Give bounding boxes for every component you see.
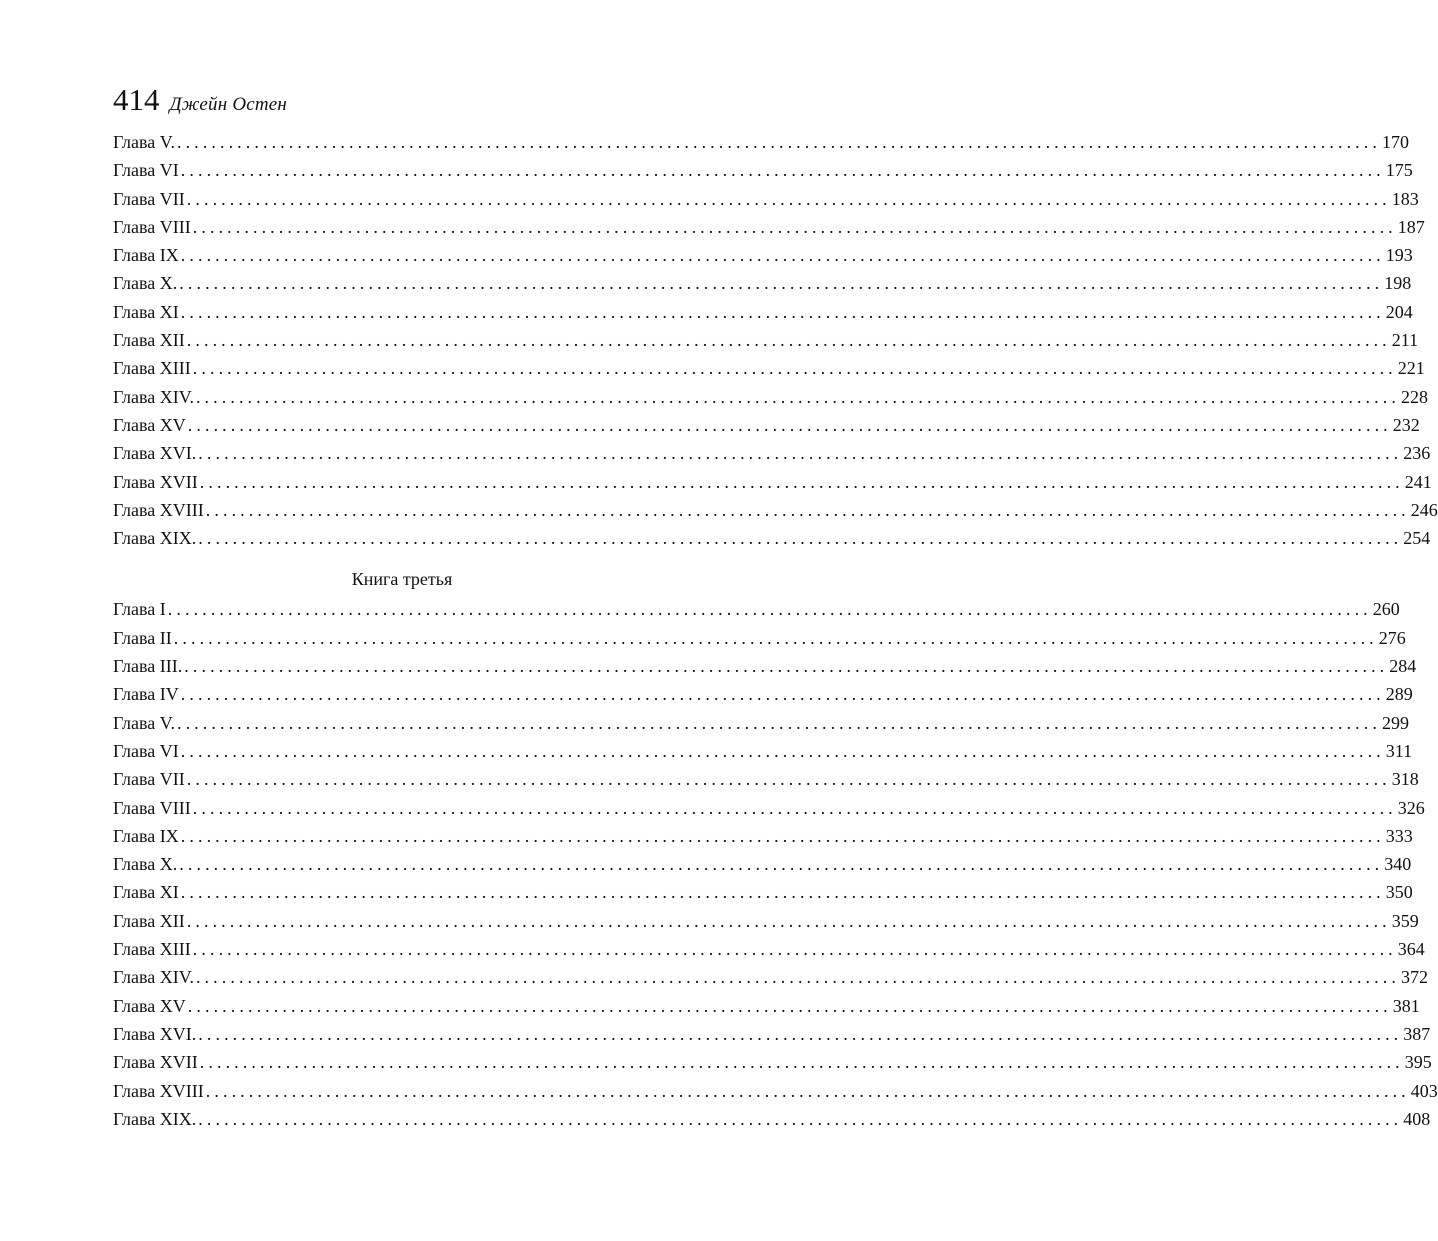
chapter-label: Глава XV bbox=[113, 414, 186, 435]
dot-leader: ............................................................................................................................................ bbox=[205, 499, 1410, 520]
toc-entry bbox=[113, 652, 1417, 680]
toc-entry bbox=[113, 963, 1428, 991]
chapter-page-number: 193 bbox=[1385, 245, 1413, 266]
chapter-label: Глава I bbox=[113, 599, 166, 620]
dot-leader: ............................................................................................................................................ bbox=[186, 330, 1391, 351]
toc-entry bbox=[113, 128, 1409, 156]
chapter-page-number: 170 bbox=[1381, 132, 1409, 152]
toc-entry bbox=[113, 524, 1431, 552]
toc-entry bbox=[113, 680, 1413, 708]
toc-entry bbox=[113, 468, 1432, 496]
toc-entry bbox=[113, 411, 1420, 439]
chapter-label: Глава III. bbox=[113, 656, 183, 677]
chapter-label: Глава XVI. bbox=[113, 443, 197, 464]
chapter-page-number: 221 bbox=[1397, 358, 1425, 379]
chapter-page-number: 187 bbox=[1397, 216, 1425, 237]
chapter-page-number: 228 bbox=[1400, 386, 1428, 407]
chapter-page-number: 359 bbox=[1391, 910, 1419, 931]
toc-entry bbox=[113, 1020, 1431, 1048]
dot-leader: ............................................................................................................................................ bbox=[186, 769, 1391, 790]
dot-leader: ............................................................................................................................................ bbox=[186, 188, 1391, 209]
part-heading: Книга третья bbox=[351, 569, 453, 590]
toc-entry bbox=[113, 624, 1406, 652]
chapter-page-number: 395 bbox=[1404, 1052, 1432, 1073]
chapter-page-number: 408 bbox=[1403, 1108, 1431, 1129]
chapter-page-number: 311 bbox=[1385, 740, 1413, 761]
dot-leader: ............................................................................................................................................ bbox=[187, 414, 1392, 435]
chapter-page-number: 232 bbox=[1392, 414, 1420, 435]
chapter-page-number: 289 bbox=[1385, 684, 1413, 705]
toc-entry bbox=[113, 1105, 1431, 1133]
running-title: Джейн Остен bbox=[169, 94, 288, 115]
dot-leader: ............................................................................................................................................ bbox=[192, 939, 1397, 960]
chapter-label: Глава XIV. bbox=[113, 967, 194, 988]
toc-entry bbox=[113, 850, 1412, 878]
chapter-page-number: 381 bbox=[1392, 995, 1420, 1016]
toc-entry bbox=[113, 765, 1419, 793]
chapter-label: Глава IX bbox=[113, 825, 179, 846]
dot-leader: ............................................................................................................................................ bbox=[180, 740, 1385, 761]
chapter-page-number: 175 bbox=[1385, 160, 1413, 181]
chapter-label: Глава XVI. bbox=[113, 1023, 197, 1044]
toc-entry bbox=[113, 241, 1413, 269]
chapter-label: Глава VI bbox=[113, 160, 179, 181]
chapter-label: Глава XVIII bbox=[113, 1080, 204, 1101]
chapter-label: Глава VII bbox=[113, 188, 185, 209]
chapter-label: Глава IV bbox=[113, 684, 179, 705]
chapter-page-number: 387 bbox=[1403, 1023, 1431, 1044]
toc-entry bbox=[113, 595, 1400, 623]
chapter-label: Глава V. bbox=[113, 132, 175, 152]
chapter-label: Глава VII bbox=[113, 769, 185, 790]
chapter-page-number: 340 bbox=[1384, 854, 1412, 875]
chapter-page-number: 299 bbox=[1381, 712, 1409, 733]
toc-entry bbox=[113, 326, 1419, 354]
chapter-label: Глава II bbox=[113, 627, 172, 648]
toc-entry bbox=[113, 1077, 1438, 1105]
toc-entry bbox=[113, 269, 1412, 297]
toc-entry bbox=[113, 878, 1413, 906]
toc-entry bbox=[113, 907, 1419, 935]
dot-leader: ............................................................................................................................................ bbox=[192, 797, 1397, 818]
dot-leader: ............................................................................................................................................ bbox=[198, 528, 1403, 549]
dot-leader: ............................................................................................................................................ bbox=[195, 386, 1400, 407]
dot-leader: ............................................................................................................................................ bbox=[180, 882, 1385, 903]
chapter-page-number: 284 bbox=[1389, 656, 1417, 677]
toc-entry bbox=[113, 298, 1413, 326]
toc-entry bbox=[113, 354, 1425, 382]
book-page bbox=[113, 82, 1438, 1133]
chapter-page-number: 372 bbox=[1400, 967, 1428, 988]
dot-leader: ............................................................................................................................................ bbox=[179, 273, 1384, 294]
chapter-label: Глава XI bbox=[113, 882, 179, 903]
toc-entry bbox=[113, 383, 1428, 411]
chapter-label: Глава XIV. bbox=[113, 386, 194, 407]
running-head bbox=[113, 84, 691, 128]
chapter-page-number: 276 bbox=[1378, 627, 1406, 648]
toc-entry bbox=[113, 709, 1409, 737]
chapter-page-number: 246 bbox=[1410, 499, 1438, 520]
dot-leader: ............................................................................................................................................ bbox=[198, 1023, 1403, 1044]
dot-leader: ............................................................................................................................................ bbox=[167, 599, 1372, 620]
chapter-label: Глава XVIII bbox=[113, 499, 204, 520]
toc-entry bbox=[113, 794, 1425, 822]
chapter-label: Глава XIX. bbox=[113, 1108, 197, 1129]
chapter-page-number: 236 bbox=[1403, 443, 1431, 464]
toc-entry bbox=[113, 213, 1425, 241]
chapter-label: Глава XVII bbox=[113, 471, 198, 492]
dot-leader: ............................................................................................................................................ bbox=[198, 443, 1403, 464]
chapter-label: Глава XI bbox=[113, 301, 179, 322]
dot-leader: ............................................................................................................................................ bbox=[180, 825, 1385, 846]
dot-leader: ............................................................................................................................................ bbox=[176, 712, 1381, 733]
toc-entry bbox=[113, 822, 1413, 850]
dot-leader: ............................................................................................................................................ bbox=[184, 656, 1389, 677]
chapter-label: Глава VI bbox=[113, 740, 179, 761]
dot-leader: ............................................................................................................................................ bbox=[192, 358, 1397, 379]
dot-leader: ............................................................................................................................................ bbox=[180, 301, 1385, 322]
dot-leader: ............................................................................................................................................ bbox=[205, 1080, 1410, 1101]
dot-leader: ............................................................................................................................................ bbox=[199, 1052, 1404, 1073]
chapter-label: Глава XV bbox=[113, 995, 186, 1016]
toc-part-three bbox=[113, 595, 1438, 1133]
chapter-label: Глава XII bbox=[113, 910, 185, 931]
chapter-label: Глава VIII bbox=[113, 216, 191, 237]
toc-entry bbox=[113, 992, 1420, 1020]
toc-entry bbox=[113, 185, 1419, 213]
chapter-label: Глава IX bbox=[113, 245, 179, 266]
chapter-label: Глава X. bbox=[113, 273, 178, 294]
dot-leader: ............................................................................................................................................ bbox=[176, 132, 1381, 152]
chapter-page-number: 326 bbox=[1397, 797, 1425, 818]
dot-leader: ............................................................................................................................................ bbox=[179, 854, 1384, 875]
chapter-page-number: 241 bbox=[1404, 471, 1432, 492]
dot-leader: ............................................................................................................................................ bbox=[199, 471, 1404, 492]
chapter-page-number: 260 bbox=[1372, 599, 1400, 620]
dot-leader: ............................................................................................................................................ bbox=[192, 216, 1397, 237]
chapter-page-number: 350 bbox=[1385, 882, 1413, 903]
chapter-page-number: 364 bbox=[1397, 939, 1425, 960]
chapter-page-number: 254 bbox=[1403, 528, 1431, 549]
chapter-label: Глава XVII bbox=[113, 1052, 198, 1073]
chapter-label: Глава X. bbox=[113, 854, 178, 875]
toc-entry bbox=[113, 737, 1413, 765]
chapter-page-number: 198 bbox=[1384, 273, 1412, 294]
toc-entry bbox=[113, 156, 1413, 184]
chapter-label: Глава XIX. bbox=[113, 528, 197, 549]
chapter-label: Глава XIII bbox=[113, 939, 191, 960]
chapter-label: Глава XII bbox=[113, 330, 185, 351]
chapter-page-number: 204 bbox=[1385, 301, 1413, 322]
toc-entry bbox=[113, 439, 1431, 467]
toc-part-two bbox=[113, 128, 1438, 552]
dot-leader: ............................................................................................................................................ bbox=[187, 995, 1392, 1016]
chapter-page-number: 403 bbox=[1410, 1080, 1438, 1101]
dot-leader: ............................................................................................................................................ bbox=[180, 160, 1385, 181]
toc-entry bbox=[113, 1048, 1432, 1076]
dot-leader: ............................................................................................................................................ bbox=[180, 684, 1385, 705]
dot-leader: ............................................................................................................................................ bbox=[180, 245, 1385, 266]
toc-entry bbox=[113, 935, 1425, 963]
chapter-page-number: 318 bbox=[1391, 769, 1419, 790]
chapter-page-number: 211 bbox=[1391, 330, 1419, 351]
page-number: 414 bbox=[113, 82, 160, 117]
toc-entry bbox=[113, 496, 1438, 524]
dot-leader: ............................................................................................................................................ bbox=[173, 627, 1378, 648]
chapter-label: Глава VIII bbox=[113, 797, 191, 818]
dot-leader: ............................................................................................................................................ bbox=[195, 967, 1400, 988]
dot-leader: ............................................................................................................................................ bbox=[198, 1108, 1403, 1129]
chapter-page-number: 183 bbox=[1391, 188, 1419, 209]
chapter-page-number: 333 bbox=[1385, 825, 1413, 846]
chapter-label: Глава XIII bbox=[113, 358, 191, 379]
dot-leader: ............................................................................................................................................ bbox=[186, 910, 1391, 931]
chapter-label: Глава V. bbox=[113, 712, 175, 733]
